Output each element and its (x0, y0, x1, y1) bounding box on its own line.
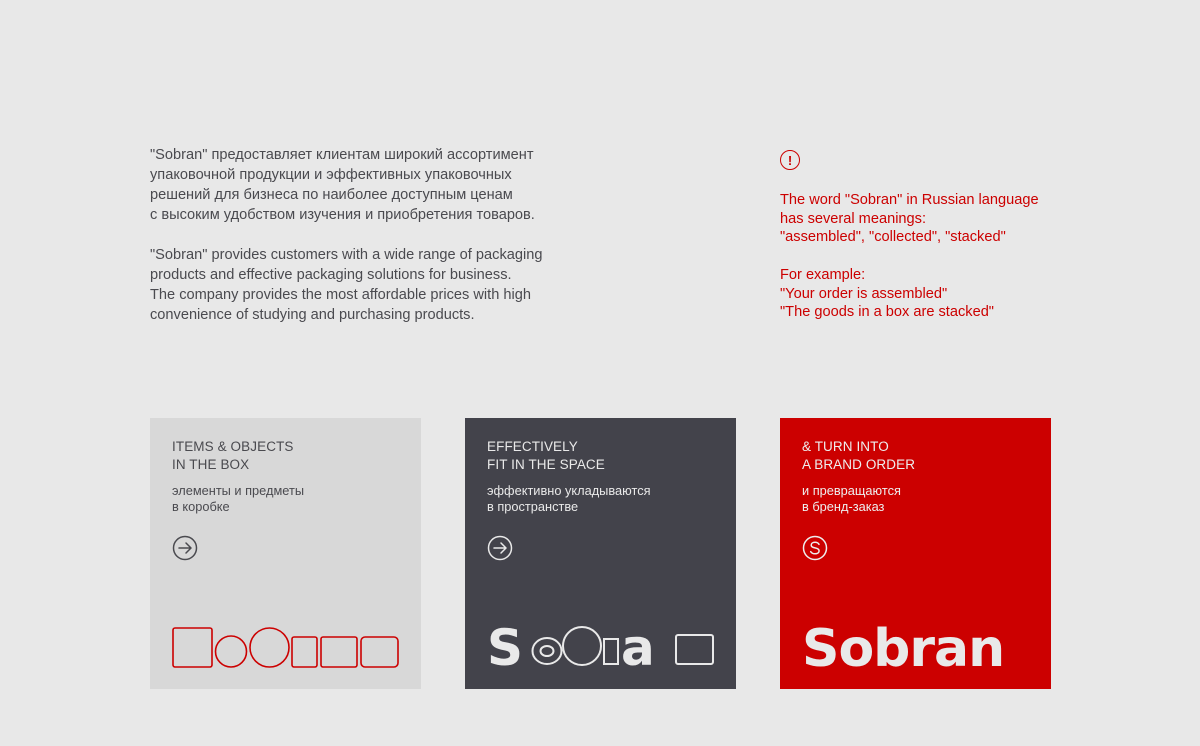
s-circle-icon[interactable] (802, 535, 828, 561)
sobran-morph-illustration (487, 625, 717, 669)
example-text: For example: "Your order is assembled" "The goods in a box are stacked" (780, 266, 994, 321)
card-title: & TURN INTO A BRAND ORDER (802, 439, 916, 472)
box-shapes-illustration (172, 627, 402, 669)
intro-russian: "Sobran" предоставляет клиентам широкий ассортимент упаковочной продукции и эффективных упаковочных решений для бизнеса по наиболее доступным ценам с высоким удобством изучения и приобретения товаров. (150, 147, 535, 223)
card-items-objects (150, 418, 421, 689)
intro-text (150, 145, 620, 325)
card-subtitle: и превращаются в бренд-заказ (802, 483, 901, 514)
arrow-right-circle-icon[interactable] (172, 535, 198, 561)
arrow-right-circle-icon[interactable] (487, 535, 513, 561)
card-fit-space (465, 418, 736, 689)
morph-letter-a: a (621, 625, 655, 669)
card-subtitle: эффективно укладываются в пространстве (487, 483, 651, 514)
exclamation-icon: ! (780, 150, 800, 170)
meaning-text: The word "Sobran" in Russian language has several meanings: "assembled", "collected", "stacked" (780, 192, 1039, 246)
intro-english: "Sobran" provides customers with a wide range of packaging products and effective packaging solutions for business. The company provides the most affordable prices with high convenience of studying and purchasing products. (150, 247, 543, 323)
sobran-logo: Sobran (802, 619, 1005, 679)
meaning-note (780, 150, 1039, 322)
card-brand-order (780, 418, 1051, 689)
card-title: ITEMS & OBJECTS IN THE BOX (172, 439, 294, 472)
card-title: EFFECTIVELY FIT IN THE SPACE (487, 439, 605, 472)
card-subtitle: элементы и предметы в коробке (172, 483, 305, 514)
morph-letter-s: S (487, 625, 524, 669)
